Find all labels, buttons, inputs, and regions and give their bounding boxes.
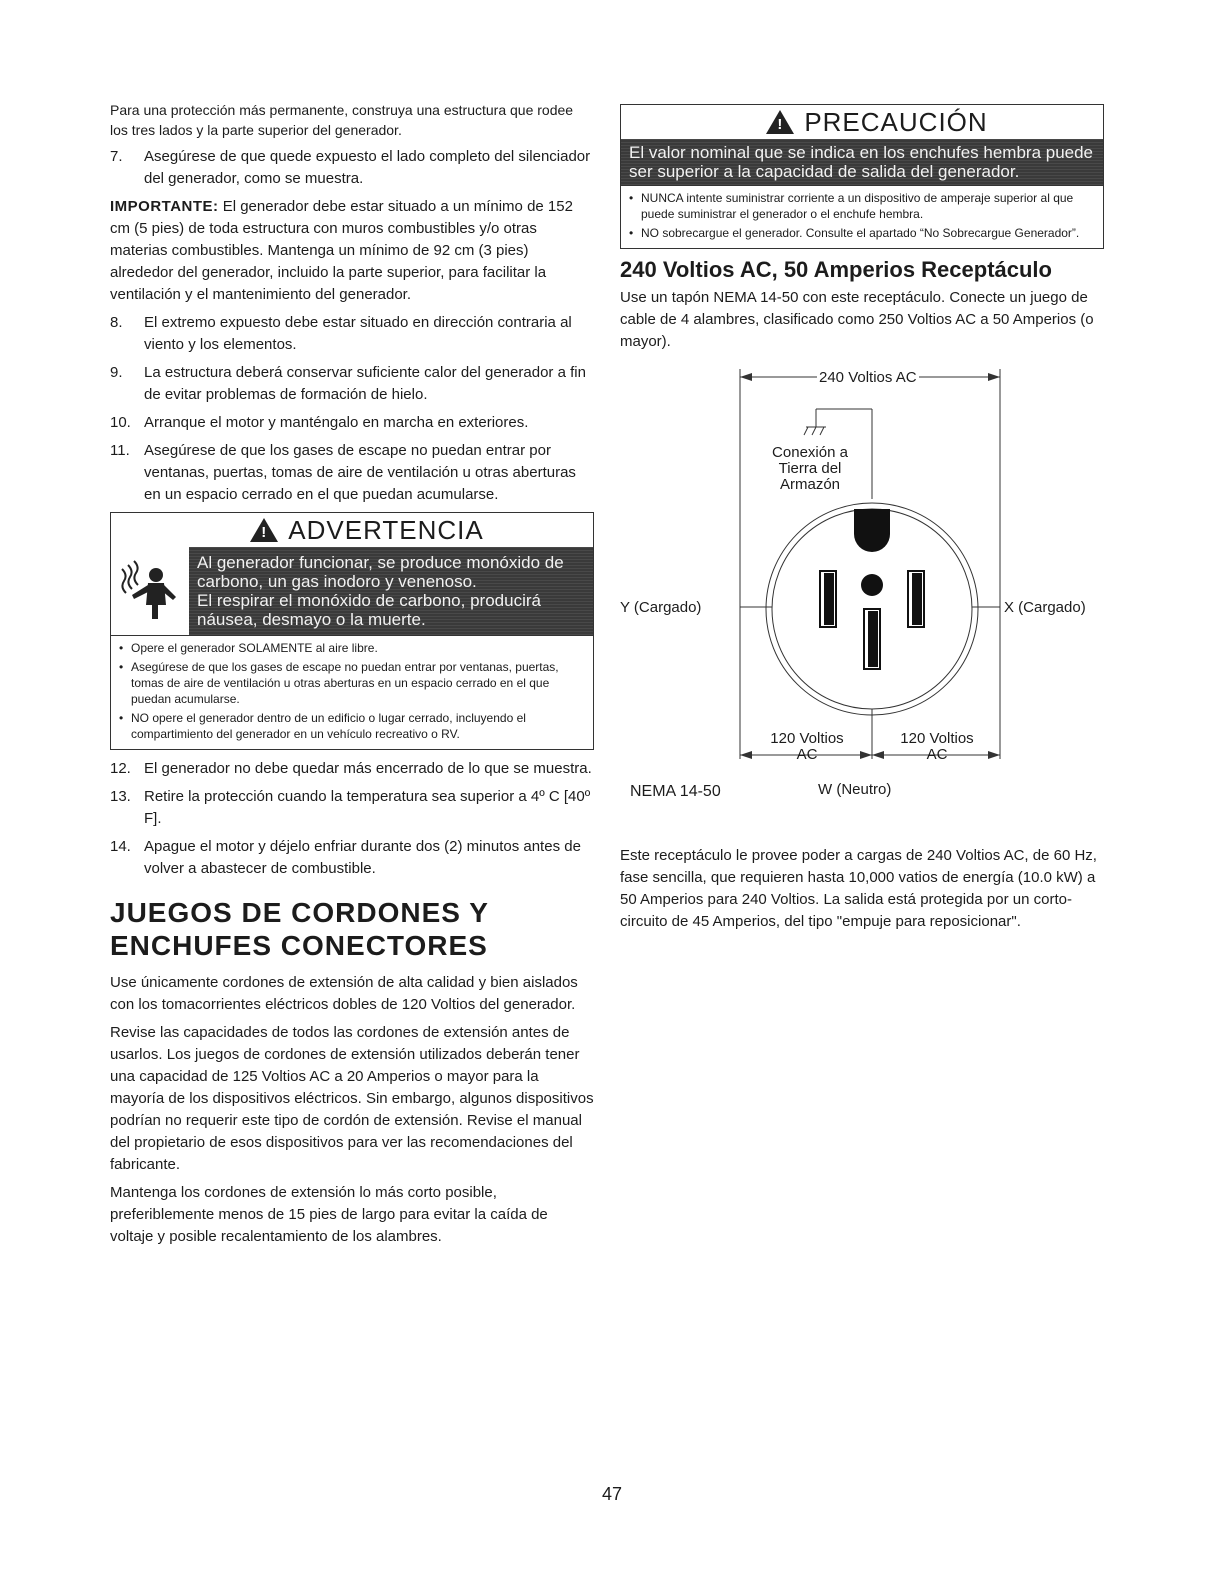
neutral-label: W (Neutro) [818, 781, 892, 798]
important-text: El generador debe estar situado a un mínimo de 152 cm (5 pies) de toda estructura con muros combustibles y/o otras materias combustibles. Mantenga un mínimo de 92 cm (3 pies) alrededor del generador, incluido la parte superior, para facilitar la ventilación y el mantenimiento del generador. [110, 198, 573, 303]
list-number: 9. [110, 364, 123, 381]
list-number: 11. [110, 442, 130, 459]
list-text: El generador no debe quedar más encerrado de lo que se muestra. [144, 760, 592, 777]
list-item: • NO sobrecargue el generador. Consulte el apartado “No Sobrecargue Generador”. [629, 226, 1080, 240]
list-item-13 [110, 786, 594, 830]
list-item-9 [110, 362, 594, 406]
list-number: 8. [110, 314, 123, 331]
caution-title [621, 105, 1103, 139]
page-number: 47 [601, 1484, 623, 1504]
list-text: Arranque el motor y manténgalo en marcha en exteriores. [144, 414, 529, 431]
list-text: Retire la protección cuando la temperatura sea superior a 4º C [40º F]. [144, 788, 591, 827]
caution-bullets [621, 185, 1103, 248]
list-number: 10. [110, 414, 131, 431]
x-label: X (Cargado) [1004, 599, 1086, 616]
list-text: El extremo expuesto debe estar situado en dirección contraria al viento y los elementos. [144, 314, 572, 353]
list-item: • NUNCA intente suministrar corriente a un dispositivo de amperaje superior al que puede suministrar el generador o el enchufe hembra. [629, 191, 1074, 221]
list-item: • Asegúrese de que los gases de escape no puedan entrar por ventanas, puertas, tomas de aire de ventilación u otras aberturas en un espacio cerrado en el que puedan acumularse. [119, 660, 559, 706]
receptacle-paragraph-1: Use un tapón NEMA 14-50 con este receptáculo. Conecte un juego de cable de 4 alambres, clasificado como 250 Voltios AC a 50 Amperios (o mayor). [620, 289, 1094, 350]
list-number: 12. [110, 760, 131, 777]
warning-title [111, 513, 593, 547]
receptacle-paragraph-2: Este receptáculo le provee poder a cargas de 240 Voltios AC, de 60 Hz, fase sencilla, que requieren hasta 10,000 vatios de energía (10.0 kW) a 50 Amperios para 240 Voltios. La salida está protegida por un corto-circuito de 45 Amperios, del tipo "empuje para reposicionar". [620, 847, 1097, 930]
warning-band [111, 547, 593, 635]
list-text: Asegúrese de que los gases de escape no puedan entrar por ventanas, puertas, tomas de aire de ventilación u otras aberturas en un espacio cerrado en el que puedan acumularse. [144, 442, 576, 503]
list-number: 13. [110, 788, 131, 805]
list-item-10 [110, 412, 594, 434]
warning-title-text: ADVERTENCIA [288, 514, 484, 545]
section-heading: JUEGOS DE CORDONES Y ENCHUFES CONECTORES [110, 897, 489, 961]
receptacle-heading: 240 Voltios AC, 50 Amperios Receptáculo [620, 257, 1052, 282]
warning-box [110, 512, 594, 750]
warning-triangle-icon: ! [250, 518, 278, 542]
left-column [110, 100, 594, 1254]
list-item: • Opere el generador SOLAMENTE al aire libre. [119, 641, 378, 655]
list-number: 14. [110, 838, 131, 855]
warning-band-text: Al generador funcionar, se produce monóxido de carbono, un gas inodoro y venenoso. El respirar el monóxido de carbono, producirá náusea, desmayo o la muerte. [189, 547, 593, 635]
receptacle-drawing [620, 359, 1104, 829]
list-item-7 [110, 146, 594, 190]
list-item-14 [110, 836, 594, 880]
list-number: 7. [110, 148, 123, 165]
list-text: La estructura deberá conservar suficiente calor del generador a fin de evitar problemas de formación de hielo. [144, 364, 586, 403]
caution-triangle-icon: ! [766, 110, 794, 134]
list-item-12 [110, 758, 594, 780]
right-column [620, 104, 1104, 939]
right-voltage-label: 120 Voltios AC [900, 730, 974, 763]
cords-paragraph-1: Use únicamente cordones de extensión de alta calidad y bien aislados con los tomacorrientes eléctricos dobles de 120 Voltios del generador. [110, 974, 578, 1013]
top-voltage-label: 240 Voltios AC [819, 369, 917, 386]
intro-paragraph: Para una protección más permanente, construya una estructura que rodee los tres lados y la parte superior del generador. [110, 102, 574, 138]
nema-14-50-diagram [620, 359, 1104, 829]
cords-paragraph-3: Mantenga los cordones de extensión lo más corto posible, preferiblemente menos de 15 pies de largo para evitar la caída de voltaje y posible recalentamiento de los alambres. [110, 1184, 548, 1245]
list-item: • NO opere el generador dentro de un edificio o lugar cerrado, incluyendo el compartimiento del generador en un vehículo recreativo o RV. [119, 711, 526, 741]
toxic-fumes-icon [111, 547, 189, 635]
y-label: Y (Cargado) [620, 599, 702, 616]
ground-label: Conexión a Tierra del Armazón [772, 444, 848, 493]
left-voltage-label: 120 Voltios AC [770, 730, 844, 763]
caution-box [620, 104, 1104, 249]
list-item-8 [110, 312, 594, 356]
caution-band-text: El valor nominal que se indica en los enchufes hembra puede ser superior a la capacidad de salida del generador. [621, 139, 1103, 185]
caution-title-text: PRECAUCIÓN [804, 106, 988, 137]
list-text: Asegúrese de que quede expuesto el lado completo del silenciador del generador, como se muestra. [144, 148, 591, 187]
list-text: Apague el motor y déjelo enfriar durante dos (2) minutos antes de volver a abastecer de combustible. [144, 838, 581, 877]
important-paragraph [110, 196, 594, 306]
warning-bullets [111, 635, 593, 749]
important-label: IMPORTANTE: [110, 198, 219, 215]
nema-label: NEMA 14-50 [630, 783, 721, 800]
list-item-11 [110, 440, 594, 506]
cords-paragraph-2: Revise las capacidades de todos las cordones de extensión antes de usarlos. Los juegos de cordones de extensión utilizados deberán tener una capacidad de 125 Voltios AC a 20 Amperios o mayor para la mayoría de los dispositivos eléctricos. Sin embargo, algunos dispositivos podrían no requerir este tipo de cordón de extensión. Revise el manual del propietario de esos dispositivos para ver las recomendaciones del fabricante. [110, 1024, 594, 1173]
